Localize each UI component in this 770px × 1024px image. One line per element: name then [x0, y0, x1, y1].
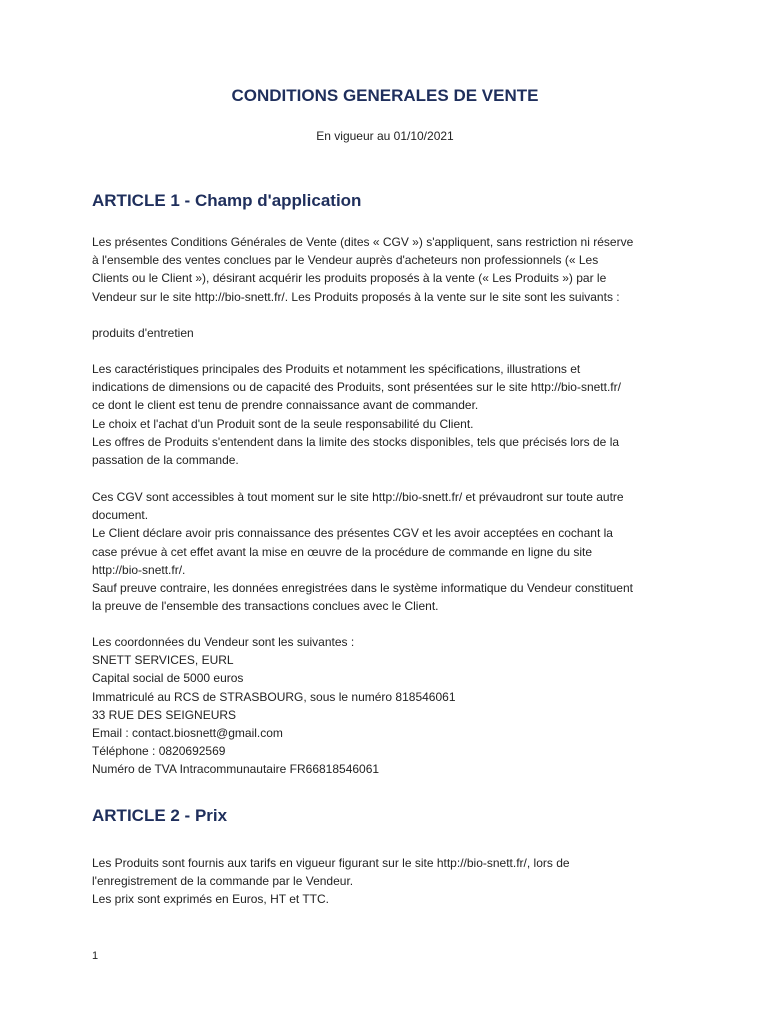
- text-line: 33 RUE DES SEIGNEURS: [92, 707, 237, 722]
- text-line: Capital social de 5000 euros: [92, 671, 244, 686]
- text-line: Numéro de TVA Intracommunautaire FR66818546061: [92, 762, 380, 777]
- text-line: Immatriculé au RCS de STRASBOURG, sous le numéro 818546061: [92, 689, 456, 704]
- text-line: Les prix sont exprimés en Euros, HT et TTC.: [92, 892, 329, 907]
- seller-contact-details: [92, 633, 692, 779]
- text-line: à l'ensemble des ventes conclues par le Vendeur auprès d'acheteurs non professionnels (« Les: [92, 253, 599, 268]
- text-line: passation de la commande.: [92, 453, 239, 468]
- text-line: Clients ou le Client »), désirant acquérir les produits proposés à la vente (« Les Produits ») par le: [92, 271, 607, 286]
- text-line: Les caractéristiques principales des Produits et notamment les spécifications, illustrations et: [92, 362, 581, 376]
- text-line: Sauf preuve contraire, les données enregistrées dans le système informatique du Vendeur constituent: [92, 581, 633, 596]
- text-line: Téléphone : 0820692569: [92, 744, 226, 759]
- text-line: Email : contact.biosnett@gmail.com: [92, 726, 283, 741]
- text-line: Vendeur sur le site http://bio-snett.fr/. Les Produits proposés à la vente sur le site sont les suivants :: [92, 289, 620, 304]
- article-1-paragraph-3: [92, 360, 692, 469]
- effective-date: En vigueur au 01/10/2021: [316, 129, 454, 143]
- text-line: Les Produits sont fournis aux tarifs en vigueur figurant sur le site http://bio-snett.fr/, lors de: [92, 856, 570, 870]
- document-title: CONDITIONS GENERALES DE VENTE: [231, 86, 539, 105]
- text-line: SNETT SERVICES, EURL: [92, 653, 234, 668]
- text-line: produits d'entretien: [92, 326, 194, 340]
- text-line: Le choix et l'achat d'un Produit sont de la seule responsabilité du Client.: [92, 416, 474, 431]
- text-line: Le Client déclare avoir pris connaissance des présentes CGV et les avoir acceptées en cochant la: [92, 526, 613, 541]
- article-1-paragraph-2: [92, 324, 692, 342]
- article-1-paragraph-1: [92, 233, 692, 306]
- text-line: indications de dimensions ou de capacité des Produits, sont présentées sur le site http://bio-snett.fr/: [92, 380, 621, 395]
- text-line: Les coordonnées du Vendeur sont les suivantes :: [92, 635, 355, 649]
- text-line: case prévue à cet effet avant la mise en œuvre de la procédure de commande en ligne du site: [92, 544, 593, 559]
- article-1-heading: ARTICLE 1 - Champ d'application: [92, 191, 362, 210]
- text-line: Ces CGV sont accessibles à tout moment sur le site http://bio-snett.fr/ et prévaudront sur toute autre: [92, 490, 624, 504]
- text-line: Les offres de Produits s'entendent dans la limite des stocks disponibles, tels que précisés lors de la: [92, 434, 620, 449]
- text-line: la preuve de l'ensemble des transactions conclues avec le Client.: [92, 599, 439, 614]
- text-line: document.: [92, 508, 149, 523]
- article-2-heading: ARTICLE 2 - Prix: [92, 806, 228, 825]
- article-1-paragraph-4: [92, 488, 692, 615]
- text-line: ce dont le client est tenu de prendre connaissance avant de commander.: [92, 398, 479, 413]
- text-line: http://bio-snett.fr/.: [92, 562, 186, 577]
- text-line: Les présentes Conditions Générales de Vente (dites « CGV ») s'appliquent, sans restriction ni réserve: [92, 235, 634, 249]
- article-2-paragraph-1: [92, 854, 692, 909]
- text-line: l'enregistrement de la commande par le Vendeur.: [92, 874, 354, 889]
- page-number: 1: [92, 950, 99, 962]
